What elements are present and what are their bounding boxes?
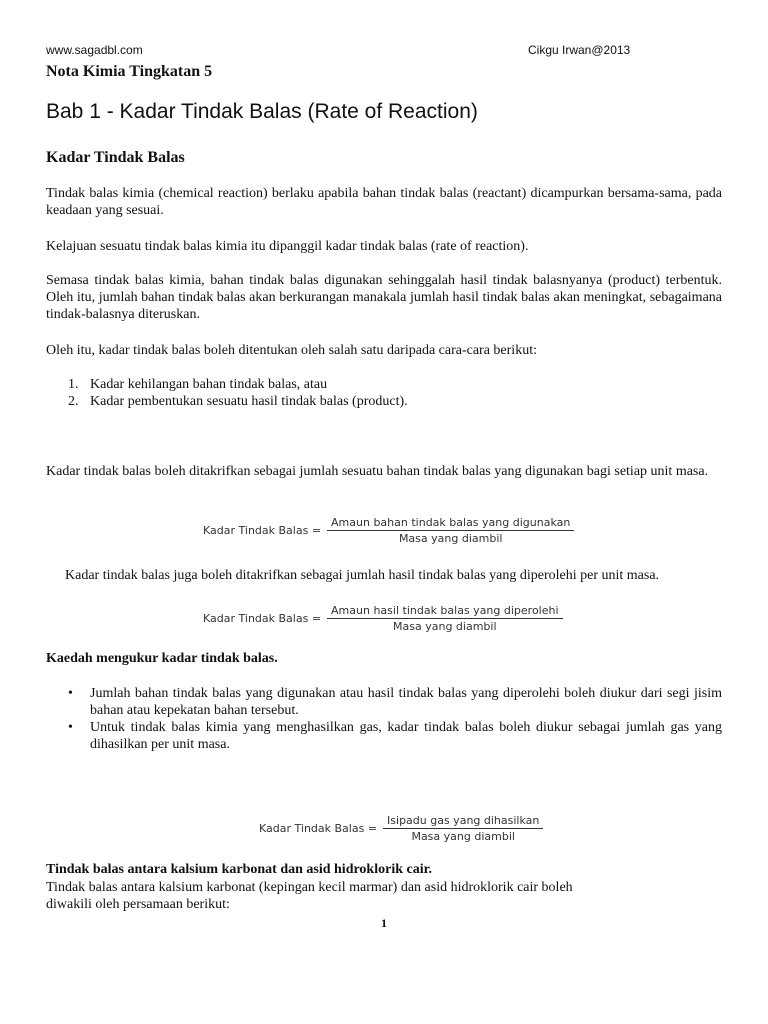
formula-numerator: Isipadu gas yang dihasilkan bbox=[383, 814, 543, 829]
paragraph-definition: Tindak balas kimia (chemical reaction) berlaku apabila bahan tindak balas (reactant) dicampurkan bersama-sama, pada keadaan yang sesuai. bbox=[46, 186, 722, 218]
list-item-text: Jumlah bahan tindak balas yang digunakan atau hasil tindak balas yang diperolehi boleh diukur dari segi jisim bahan atau kepekatan bahan tersebut. bbox=[90, 686, 722, 718]
formula-product-rate bbox=[203, 604, 563, 633]
header-author: Cikgu Irwan@2013 bbox=[528, 43, 631, 57]
paragraph-methods-intro: Oleh itu, kadar tindak balas boleh ditentukan oleh salah satu daripada cara-cara berikut: bbox=[46, 343, 537, 358]
chapter-title: Bab 1 - Kadar Tindak Balas (Rate of Reaction) bbox=[46, 100, 478, 123]
list-item bbox=[68, 685, 722, 719]
bullet-icon: • bbox=[68, 686, 73, 701]
paragraph-rate-definition-reactant: Kadar tindak balas boleh ditakrifkan sebagai jumlah sesuatu bahan tindak balas yang digunakan bagi setiap unit masa. bbox=[46, 464, 709, 479]
paragraph-equation-intro-line2: diwakili oleh persamaan berikut: bbox=[46, 897, 230, 912]
formula-fraction bbox=[327, 516, 574, 545]
measurement-bullet-list bbox=[68, 685, 722, 753]
header-website: www.sagadbl.com bbox=[46, 43, 143, 57]
formula-gas-rate bbox=[259, 814, 543, 843]
page-number: 1 bbox=[381, 916, 387, 930]
formula-numerator: Amaun hasil tindak balas yang diperolehi bbox=[327, 604, 563, 619]
formula-denominator: Masa yang diambil bbox=[393, 620, 497, 633]
formula-denominator: Masa yang diambil bbox=[411, 830, 515, 843]
paragraph-reactant-product: Semasa tindak balas kimia, bahan tindak balas digunakan sehinggalah hasil tindak balasnyanya (product) terbentuk. Oleh itu, jumlah bahan tindak balas akan berkurangan manakala jumlah hasil tindak balas akan meningkat, sebagaimana tindak-balasnya diteruskan. bbox=[46, 273, 722, 322]
list-number: 2. bbox=[68, 394, 79, 409]
formula-label: Kadar Tindak Balas = bbox=[203, 524, 322, 537]
section-heading-kaedah-mengukur: Kaedah mengukur kadar tindak balas. bbox=[46, 651, 278, 666]
list-item bbox=[68, 376, 718, 393]
list-item-text: Untuk tindak balas kimia yang menghasilkan gas, kadar tindak balas boleh diukur sebagai jumlah gas yang dihasilkan per unit masa. bbox=[90, 720, 722, 752]
list-item bbox=[68, 719, 722, 753]
section-heading-kadar-tindak-balas: Kadar Tindak Balas bbox=[46, 149, 185, 166]
list-item bbox=[68, 393, 718, 410]
list-item-text: Kadar kehilangan bahan tindak balas, atau bbox=[90, 377, 328, 392]
paragraph-rate-definition-product: Kadar tindak balas juga boleh ditakrifkan sebagai jumlah hasil tindak balas yang diperolehi per unit masa. bbox=[65, 568, 660, 583]
list-item-text: Kadar pembentukan sesuatu hasil tindak balas (product). bbox=[90, 394, 408, 409]
paragraph-rate-meaning: Kelajuan sesuatu tindak balas kimia itu dipanggil kadar tindak balas (rate of reaction). bbox=[46, 239, 529, 254]
bullet-icon: • bbox=[68, 720, 73, 735]
section-heading-kalsium-karbonat: Tindak balas antara kalsium karbonat dan asid hidroklorik cair. bbox=[46, 862, 433, 877]
list-number: 1. bbox=[68, 377, 79, 392]
formula-fraction bbox=[383, 814, 543, 843]
document-title: Nota Kimia Tingkatan 5 bbox=[46, 63, 213, 80]
paragraph-equation-intro-line1: Tindak balas antara kalsium karbonat (kepingan kecil marmar) dan asid hidroklorik cair boleh bbox=[46, 880, 573, 895]
formula-denominator: Masa yang diambil bbox=[398, 532, 503, 545]
methods-list bbox=[68, 376, 718, 410]
formula-label: Kadar Tindak Balas = bbox=[259, 822, 378, 835]
formula-reactant-rate bbox=[203, 516, 574, 545]
formula-label: Kadar Tindak Balas = bbox=[203, 612, 322, 625]
formula-numerator: Amaun bahan tindak balas yang digunakan bbox=[327, 516, 574, 531]
formula-fraction bbox=[327, 604, 563, 633]
